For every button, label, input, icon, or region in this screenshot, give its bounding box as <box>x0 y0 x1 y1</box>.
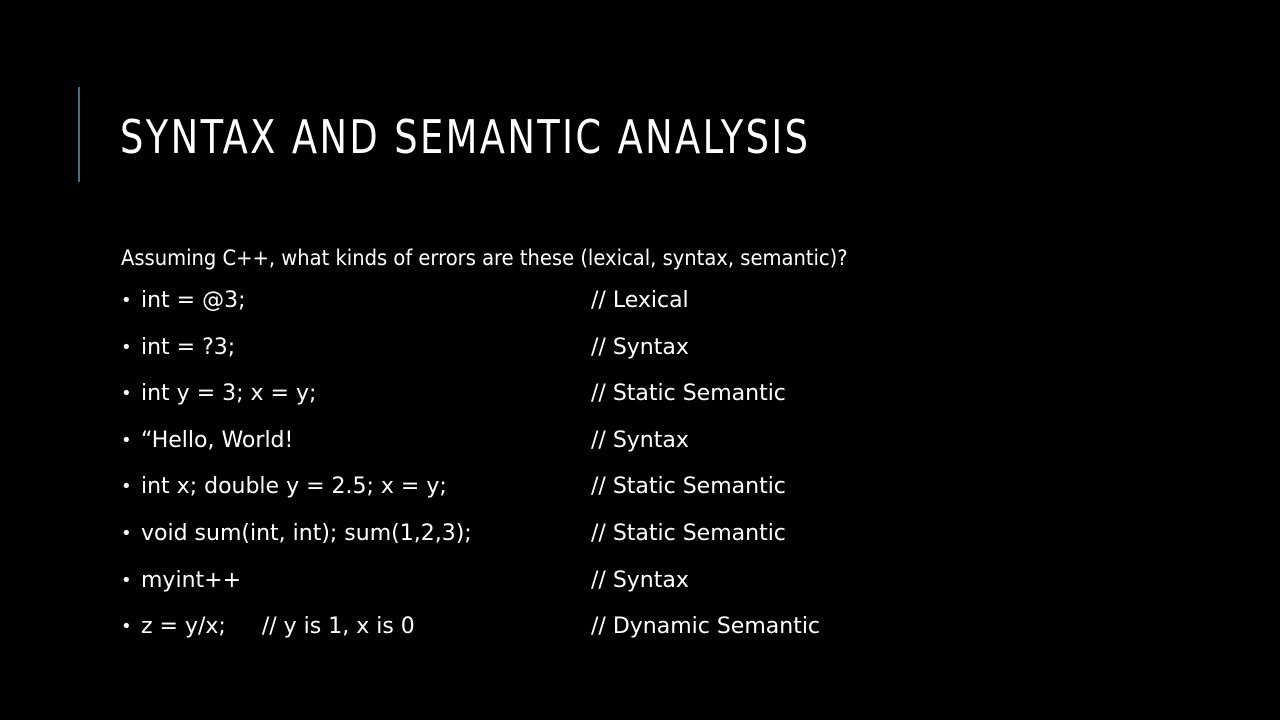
bullet-icon: • <box>121 569 132 591</box>
code-snippet: myint++ <box>141 567 241 593</box>
bullet-icon: • <box>121 336 132 358</box>
bullet-icon: • <box>121 429 132 451</box>
error-classification: // Static Semantic <box>591 520 786 546</box>
list-item <box>121 519 1121 566</box>
code-snippet: int x; double y = 2.5; x = y; <box>141 474 447 500</box>
error-classification: // Lexical <box>591 288 689 313</box>
code-snippet: “Hello, World! <box>141 427 294 453</box>
list-item <box>121 379 1121 426</box>
error-classification: // Syntax <box>591 334 689 360</box>
slide-title: SYNTAX AND SEMANTIC ANALYSIS <box>120 110 811 164</box>
code-snippet: int = @3; <box>141 288 246 313</box>
bullet-icon: • <box>121 290 132 311</box>
error-classification: // Static Semantic <box>591 381 786 407</box>
slide-body <box>121 240 1121 659</box>
list-item <box>121 612 1121 659</box>
bullet-icon: • <box>121 616 132 638</box>
error-classification: // Dynamic Semantic <box>591 614 821 640</box>
list-item <box>121 566 1121 613</box>
list-item <box>121 333 1121 380</box>
title-accent-bar <box>78 87 80 182</box>
list-item <box>121 472 1121 519</box>
code-snippet: void sum(int, int); sum(1,2,3); <box>141 520 472 546</box>
bullet-icon: • <box>121 476 132 498</box>
list-item <box>121 286 1121 333</box>
code-snippet: int = ?3; <box>141 334 236 360</box>
intro-question: Assuming C++, what kinds of errors are these (lexical, syntax, semantic)? <box>121 246 848 270</box>
error-classification: // Syntax <box>591 427 689 453</box>
bullet-icon: • <box>121 522 132 544</box>
error-classification: // Syntax <box>591 567 689 593</box>
list-item <box>121 426 1121 473</box>
code-note: // y is 1, x is 0 <box>261 614 415 640</box>
bullet-icon: • <box>121 383 132 405</box>
error-classification: // Static Semantic <box>591 474 786 500</box>
code-snippet-with-note <box>141 612 415 642</box>
code-snippet: z = y/x; <box>141 614 226 640</box>
code-snippet: int y = 3; x = y; <box>141 381 317 407</box>
